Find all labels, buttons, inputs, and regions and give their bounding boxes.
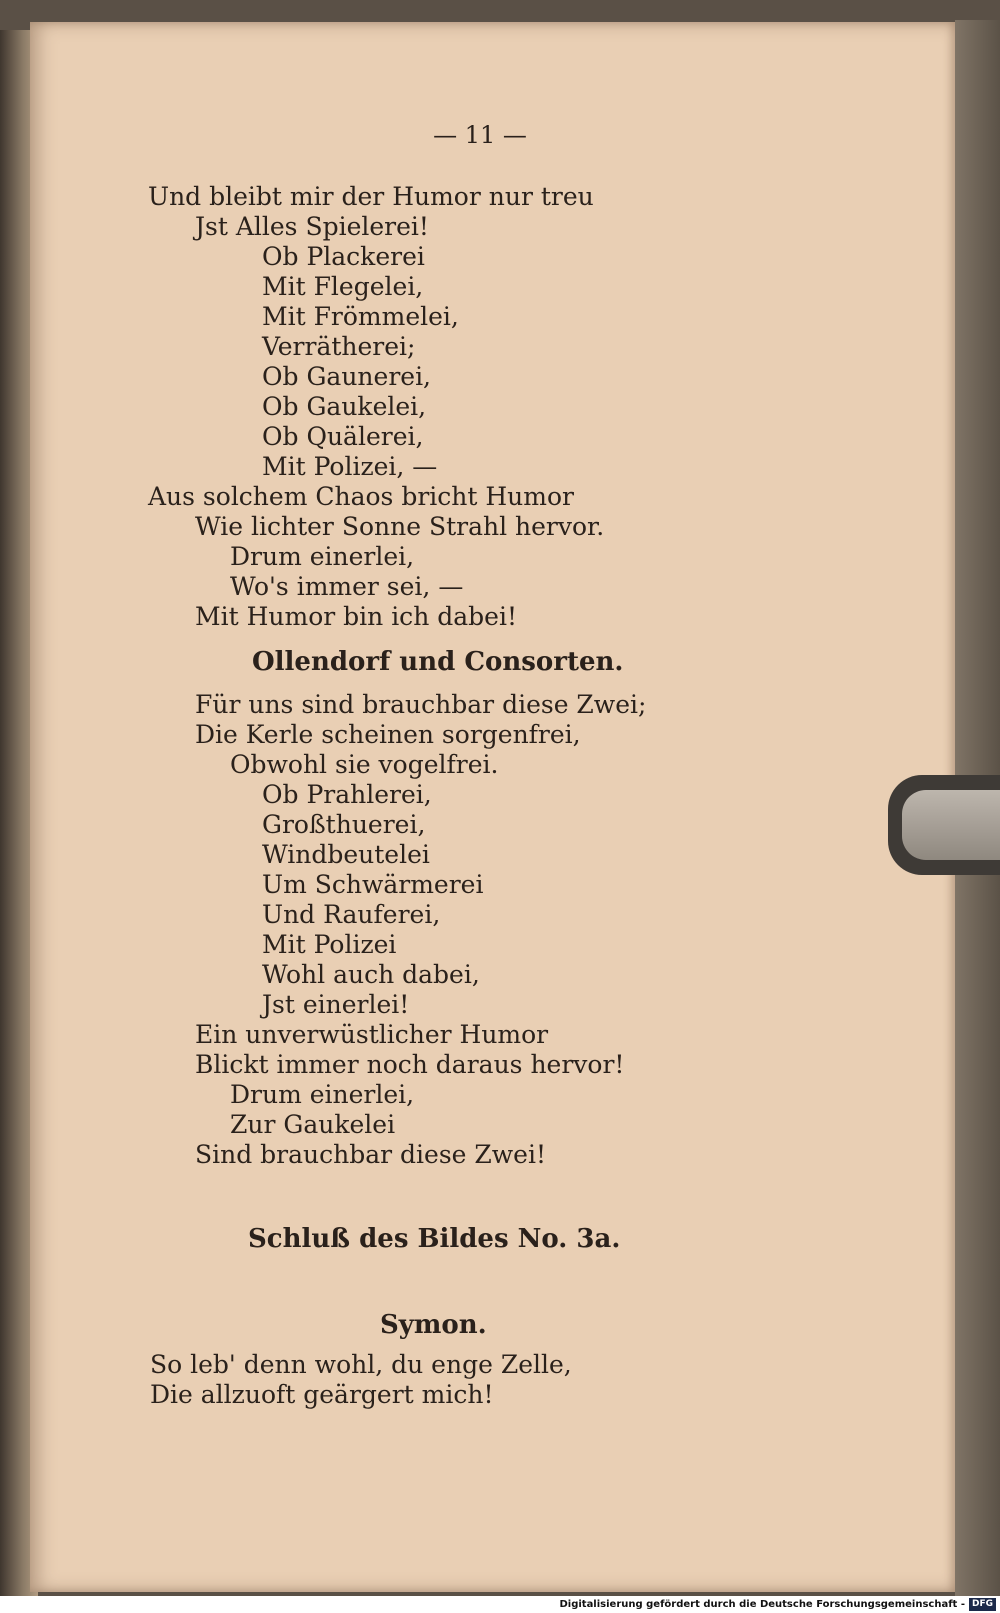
verse-line: Drum einerlei,	[230, 542, 415, 571]
verse-line: Wo's immer sei, —	[230, 572, 464, 601]
verse-line: Mit Polizei	[262, 930, 397, 959]
page-clip-highlight	[902, 790, 1000, 860]
book-page	[30, 22, 955, 1592]
dfg-logo: DFG	[969, 1598, 996, 1611]
verse-line: Ob Gaunerei,	[262, 362, 432, 391]
verse-line: Großthuerei,	[262, 810, 426, 839]
verse-line: Ob Gaukelei,	[262, 392, 427, 421]
section-heading: Schluß des Bildes No. 3a.	[248, 1224, 621, 1254]
verse-line: Zur Gaukelei	[230, 1110, 396, 1139]
verse-line: Ob Plackerei	[262, 242, 425, 271]
verse-line: Ein unverwüstlicher Humor	[195, 1020, 549, 1049]
verse-line: Für uns sind brauchbar diese Zwei;	[195, 690, 647, 719]
verse-line: Windbeutelei	[262, 840, 430, 869]
footer-credit: Digitalisierung gefördert durch die Deutsche Forschungsgemeinschaft -	[559, 1599, 965, 1610]
verse-line: Die allzuoft geärgert mich!	[150, 1380, 494, 1409]
verse-line: Blickt immer noch daraus hervor!	[195, 1050, 625, 1079]
section-heading: Ollendorf und Consorten.	[252, 647, 624, 677]
verse-line: Jst Alles Spielerei!	[195, 212, 429, 241]
verse-line: Obwohl sie vogelfrei.	[230, 750, 499, 779]
verse-line: Aus solchem Chaos bricht Humor	[148, 482, 574, 511]
page-text	[30, 22, 955, 1592]
verse-line: Die Kerle scheinen sorgenfrei,	[195, 720, 581, 749]
verse-line: Und bleibt mir der Humor nur treu	[148, 182, 594, 211]
verse-line: Wohl auch dabei,	[262, 960, 480, 989]
verse-line: Mit Polizei, —	[262, 452, 438, 481]
verse-line: Verrätherei;	[262, 332, 416, 361]
verse-line: Jst einerlei!	[262, 990, 410, 1019]
footer-bar	[0, 1596, 1000, 1613]
verse-line: Sind brauchbar diese Zwei!	[195, 1140, 547, 1169]
verse-line: Ob Quälerei,	[262, 422, 424, 451]
speaker-name: Symon.	[380, 1310, 487, 1340]
verse-line: Wie lichter Sonne Strahl hervor.	[195, 512, 605, 541]
verse-line: Ob Prahlerei,	[262, 780, 432, 809]
verse-line: Um Schwärmerei	[262, 870, 484, 899]
verse-line: Drum einerlei,	[230, 1080, 415, 1109]
verse-line: Mit Frömmelei,	[262, 302, 459, 331]
verse-line: So leb' denn wohl, du enge Zelle,	[150, 1350, 572, 1379]
verse-line: Mit Flegelei,	[262, 272, 424, 301]
verse-line: Mit Humor bin ich dabei!	[195, 602, 517, 631]
page-number: — 11 —	[433, 121, 527, 149]
verse-line: Und Rauferei,	[262, 900, 441, 929]
